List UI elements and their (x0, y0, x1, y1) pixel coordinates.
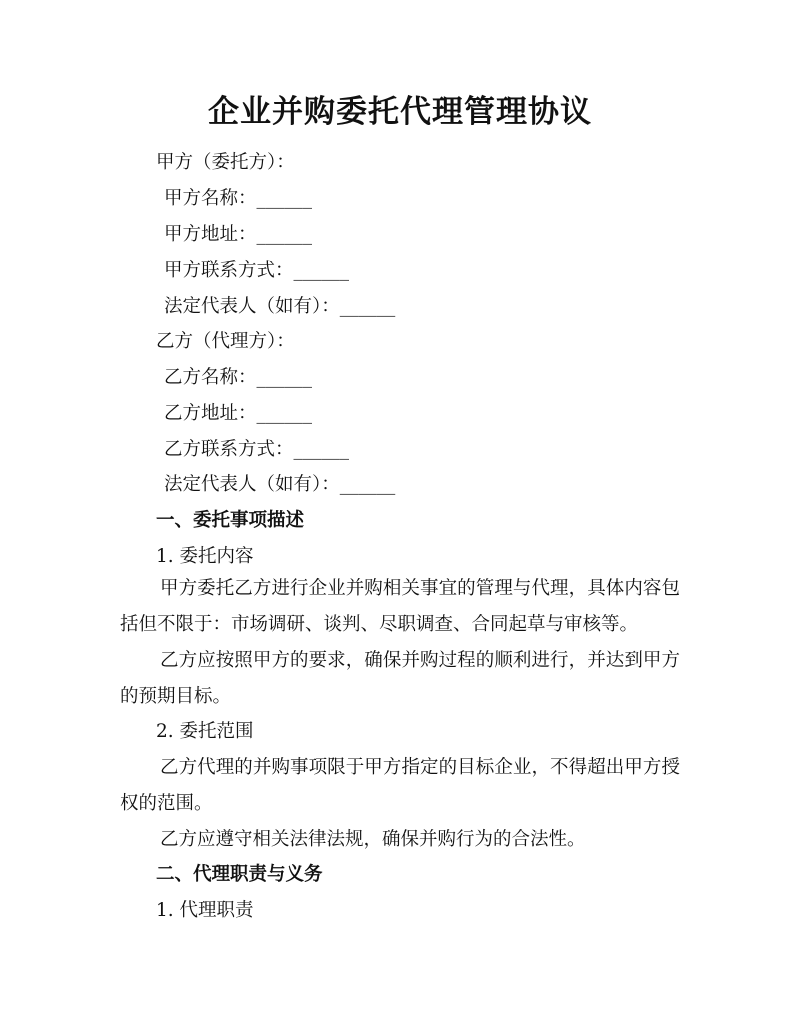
party-b-contact: 乙方联系方式：______ (164, 439, 350, 460)
section-1-2-paragraph-1: 乙方代理的并购事项限于甲方指定的目标企业，不得超出甲方授权的范围。 (120, 757, 680, 814)
section-1-2-paragraph-2: 乙方应遵守相关法律法规，确保并购行为的合法性。 (160, 829, 586, 850)
party-b-address: 乙方地址：______ (164, 403, 313, 424)
section-1-2-heading: 2. 委托范围 (156, 721, 254, 742)
section-1-1-paragraph-2: 乙方应按照甲方的要求，确保并购过程的顺利进行，并达到甲方的预期目标。 (120, 650, 680, 707)
section-1-heading: 一、委托事项描述 (156, 510, 305, 531)
party-a-heading: 甲方（委托方）： (156, 152, 295, 173)
section-2-heading: 二、代理职责与义务 (156, 864, 323, 885)
party-b-legal-rep: 法定代表人（如有）：______ (164, 474, 396, 495)
party-a-contact: 甲方联系方式：______ (164, 260, 350, 281)
party-b-heading: 乙方（代理方）： (156, 331, 295, 352)
section-1-1-heading: 1. 委托内容 (156, 546, 254, 567)
party-b-name: 乙方名称：______ (164, 367, 313, 388)
party-a-legal-rep: 法定代表人（如有）：______ (164, 296, 396, 317)
party-a-address: 甲方地址：______ (164, 224, 313, 245)
section-2-1-heading: 1. 代理职责 (156, 900, 254, 921)
section-1-1-paragraph-1: 甲方委托乙方进行企业并购相关事宜的管理与代理，具体内容包括但不限于：市场调研、谈判、尽职调查、合同起草与审核等。 (120, 578, 680, 635)
party-a-name: 甲方名称：______ (164, 188, 313, 209)
document-title: 企业并购委托代理管理协议 (208, 94, 592, 130)
